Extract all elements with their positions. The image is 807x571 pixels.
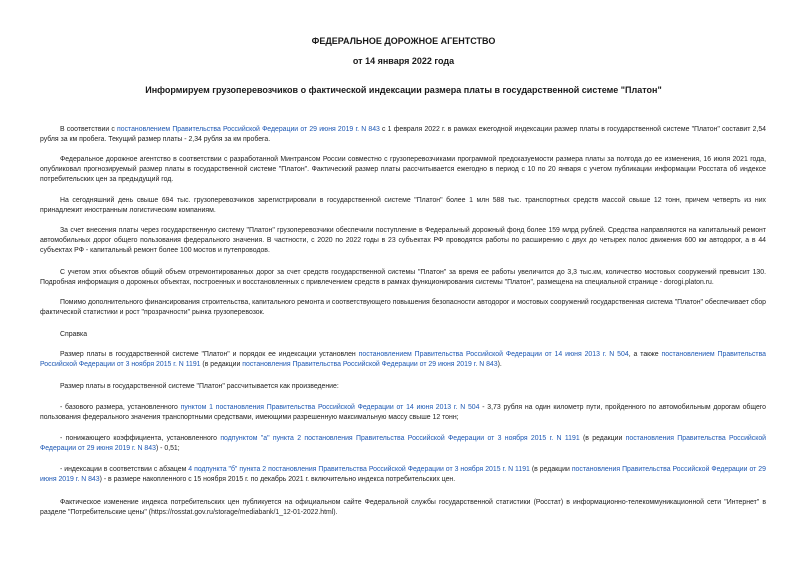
list-item-indexation: - индексации в соответствии с абзацем 4 подпункта "б" пункта 2 постановления Правительства Российской Федерации от 3 ноября 2015 г. N 1191 (в редакции постановления Правительства Российской Федерации от 29 июня 2019 г. N 843) - в размере накопленного с 15 ноября 2015 г. по декабрь 2021 г. включительно индекса потребительских цен. [40,466,766,483]
agency-name: ФЕДЕРАЛЬНОЕ ДОРОЖНОЕ АГЕНТСТВО [311,36,496,46]
link-resolution-843[interactable]: постановления Правительства Российской Федерации от 29 июня 2019 г. N 843 [40,466,766,483]
link-resolution-1191[interactable]: постановлением Правительства Российской Федерации от 3 ноября 2015 г. N 1191 [40,351,766,368]
link-resolution-504[interactable]: постановлением Правительства Российской Федерации от 14 июня 2013 г. N 504 [358,351,629,358]
link-resolution-843[interactable]: постановления Правительства Российской Федерации от 29 июня 2019 г. N 843 [242,361,498,368]
paragraph-9: Фактическое изменение индекса потребительских цен публикуется на официальном сайте Федеральной службы государственной статистики (Росстат) в информационно-телекоммуникационной сети "Интернет" в разделе "Потребительские цены" (https://rosstat.gov.ru/storage/mediabank/1_12-01-2022.html). [40,499,766,516]
link-subpoint-a-resolution-1191[interactable]: подпунктом "а" пункта 2 постановления Правительства Российской Федерации от 3 ноября 2015 г. N 1191 [220,435,580,442]
document-date: от 14 января 2022 года [352,56,455,66]
paragraph-8: Размер платы в государственной системе "Платон" рассчитывается как произведение: [60,383,339,390]
document-title: Информируем грузоперевозчиков о фактической индексации размера платы в государственной системе "Платон" [145,85,662,95]
paragraph-2: Федеральное дорожное агентство в соответствии с разработанной Минтрансом России совместно с грузоперевозчиками программой предсказуемости размера платы за полгода до ее изменения, 16 июля 2021 года, опубликовал прогнозируемый размер платы в государственной системе "Платон". Фактический размер платы рассчитывается ежегодно в период с 10 по 20 января с учетом публикации информации Росстата об индексе потребительских цен за предыдущий год. [40,156,766,183]
link-point-1-resolution-504[interactable]: пунктом 1 постановления Правительства Российской Федерации от 14 июня 2013 г. N 504 [180,404,480,411]
paragraph-7: Размер платы в государственной системе "Платон" и порядок ее индексации установлен постановлением Правительства Российской Федерации от 14 июня 2013 г. N 504, а также постановлением Правительства Российской Федерации от 3 ноября 2015 г. N 1191 (в редакции постановления Правительства Российской Федерации от 29 июня 2019 г. N 843). [40,351,766,368]
link-resolution-843[interactable]: постановлением Правительства Российской Федерации от 29 июня 2019 г. N 843 [117,126,380,133]
link-subpoint-b-resolution-1191[interactable]: 4 подпункта "б" пункта 2 постановления Правительства Российской Федерации от 3 ноября 2015 г. N 1191 [188,466,530,473]
link-resolution-843[interactable]: постановления Правительства Российской Федерации от 29 июня 2019 г. N 843 [40,435,766,452]
paragraph-3: На сегодняшний день свыше 694 тыс. грузоперевозчиков зарегистрировали в государственной системе "Платон" более 1 млн 588 тыс. транспортных средств массой свыше 12 тонн, причем четверть из них принадлежит иностранным логистическим компаниям. [40,197,766,214]
paragraph-5: С учетом этих объектов общий объем отремонтированных дорог за счет средств государственной системы "Платон" за время ее работы увеличится до 3,3 тыс.км, количество мостовых сооружений превысит 130. Подробная информация о дорожных объектах, построенных и восстановленных с привлечением средств в рамках функционирования системы "Платон", размещена на специальной странице - dorogi.platon.ru. [40,269,766,286]
reference-heading: Справка [60,331,88,338]
paragraph-6: Помимо дополнительного финансирования строительства, капитального ремонта и соответствующего повышения безопасности автодорог и мостовых сооружений государственная система "Платон" обеспечивает сбор фактической статистики и рост "прозрачности" рынка грузоперевозок. [40,299,766,316]
list-item-base-rate: - базового размера, установленного пунктом 1 постановления Правительства Российской Федерации от 14 июня 2013 г. N 504 - 3,73 рубля на один километр пути, пройденного по автомобильным дорогам общего пользования федерального значения транспортными средствами, имеющими разрешенную максимальную массу свыше 12 тонн; [40,404,766,421]
list-item-coefficient: - понижающего коэффициента, установленного подпунктом "а" пункта 2 постановления Правительства Российской Федерации от 3 ноября 2015 г. N 1191 (в редакции постановления Правительства Российской Федерации от 29 июня 2019 г. N 843) - 0,51; [40,435,766,452]
paragraph-1: В соответствии с постановлением Правительства Российской Федерации от 29 июня 2019 г. N 843 с 1 февраля 2022 г. в рамках ежегодной индексации размер платы в государственной системе "Платон" составит 2,54 рубля за км пробега. Текущий размер платы - 2,34 рубля за км пробега. [40,126,766,143]
paragraph-4: За счет внесения платы через государственную систему "Платон" грузоперевозчики обеспечили поступление в Федеральный дорожный фонд более 159 млрд рублей. Средства направляются на капитальный ремонт автомобильных дорог общего пользования федерального значения. В частности, с 2020 по 2022 годы в 23 субъектах РФ проводятся работы по расширению с двух до четырех полос движения 600 км автодорог, а в 44 субъектах РФ - капитальный ремонт более 100 мостов и путепроводов. [40,227,766,254]
